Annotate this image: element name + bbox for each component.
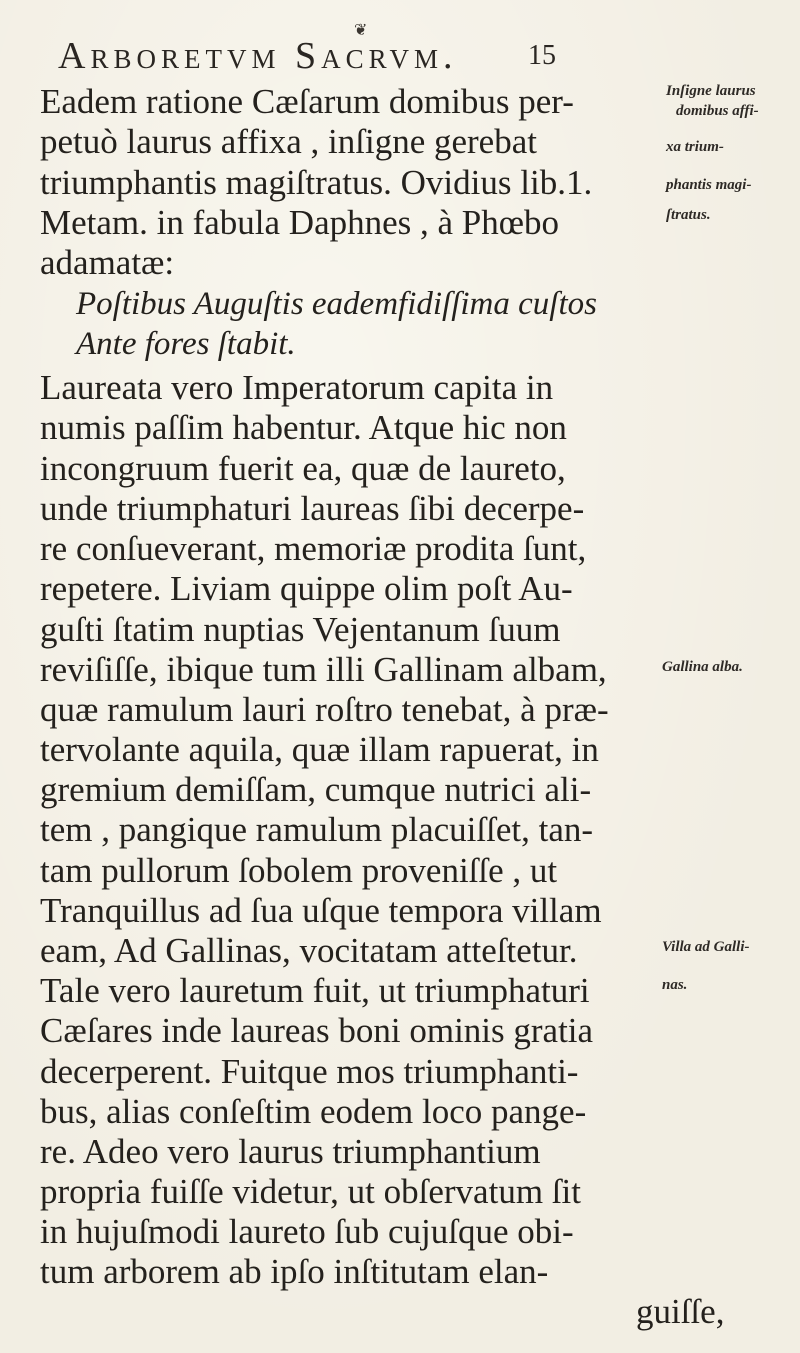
running-title: Arboretvm Sacrvm. xyxy=(58,35,458,77)
text-line: numis paſſim habentur. Atque hic non xyxy=(40,408,567,447)
text-line: tem , pangique ramulum placuiſſet, tan- xyxy=(40,810,594,849)
text-line: quæ ramulum lauri roſtro tenebat, à præ- xyxy=(40,690,609,729)
text-line: propria fuiſſe videtur, ut obſervatum ſit xyxy=(40,1172,581,1211)
text-line: adamatæ: xyxy=(40,243,175,282)
margin-note: xa trium- xyxy=(666,139,724,155)
text-line: incongruum fuerit ea, quæ de laureto, xyxy=(40,449,566,488)
text-line: eam, Ad Gallinas, vocitatam atteſtetur. xyxy=(40,931,578,970)
text-line: Laureata vero Imperatorum capita in xyxy=(40,368,554,407)
verse-line: Ante fores ſtabit. xyxy=(76,326,296,362)
verse-line: Poſtibus Auguſtis eademfidiſſima cuſtos xyxy=(76,286,597,322)
text-line: Tranquillus ad ſua uſque tempora villam xyxy=(40,891,602,930)
fleuron-ornament: ❦ xyxy=(354,22,368,39)
text-line: Tale vero lauretum fuit, ut triumphaturi xyxy=(40,971,590,1010)
margin-note: domibus affi- xyxy=(676,103,759,119)
margin-note: phantis magi- xyxy=(666,177,752,193)
margin-note: Villa ad Galli- xyxy=(662,939,750,955)
text-line: decerperent. Fuitque mos triumphanti- xyxy=(40,1052,579,1091)
margin-note: Gallina alba. xyxy=(662,659,743,675)
running-head xyxy=(58,22,758,84)
text-line: re. Adeo vero laurus triumphantium xyxy=(40,1132,541,1171)
text-line: reviſiſſe, ibique tum illi Gallinam albam, xyxy=(40,650,607,689)
margin-note: ſtratus. xyxy=(666,207,711,223)
text-line: tum arborem ab ipſo inſtitutam elan- xyxy=(40,1252,549,1291)
text-line: gremium demiſſam, cumque nutrici ali- xyxy=(40,770,592,809)
text-line: repetere. Liviam quippe olim poſt Au- xyxy=(40,569,573,608)
margin-note: nas. xyxy=(662,977,688,993)
text-line: re conſueverant, memoriæ prodita ſunt, xyxy=(40,529,587,568)
catchword: guiſſe, xyxy=(636,1292,725,1331)
text-line: unde triumphaturi laureas ſibi decerpe- xyxy=(40,489,585,528)
text-line: petuò laurus affixa , inſigne gerebat xyxy=(40,122,537,161)
margin-note: Inſigne laurus xyxy=(666,83,756,99)
text-line: in hujuſmodi laureto ſub cujuſque obi- xyxy=(40,1212,574,1251)
page-number: 15 xyxy=(528,40,556,71)
text-line: tam pullorum ſobolem proveniſſe , ut xyxy=(40,851,558,890)
text-line: triumphantis magiſtratus. Ovidius lib.1. xyxy=(40,163,593,202)
text-line: Eadem ratione Cæſarum domibus per- xyxy=(40,82,574,121)
text-line: bus, alias conſeſtim eodem loco pange- xyxy=(40,1092,587,1131)
text-line: Metam. in fabula Daphnes , à Phœbo xyxy=(40,203,560,242)
text-line: tervolante aquila, quæ illam rapuerat, in xyxy=(40,730,599,769)
text-line: guſti ſtatim nuptias Vejentanum ſuum xyxy=(40,610,561,649)
text-line: Cæſares inde laureas boni ominis gratia xyxy=(40,1011,594,1050)
